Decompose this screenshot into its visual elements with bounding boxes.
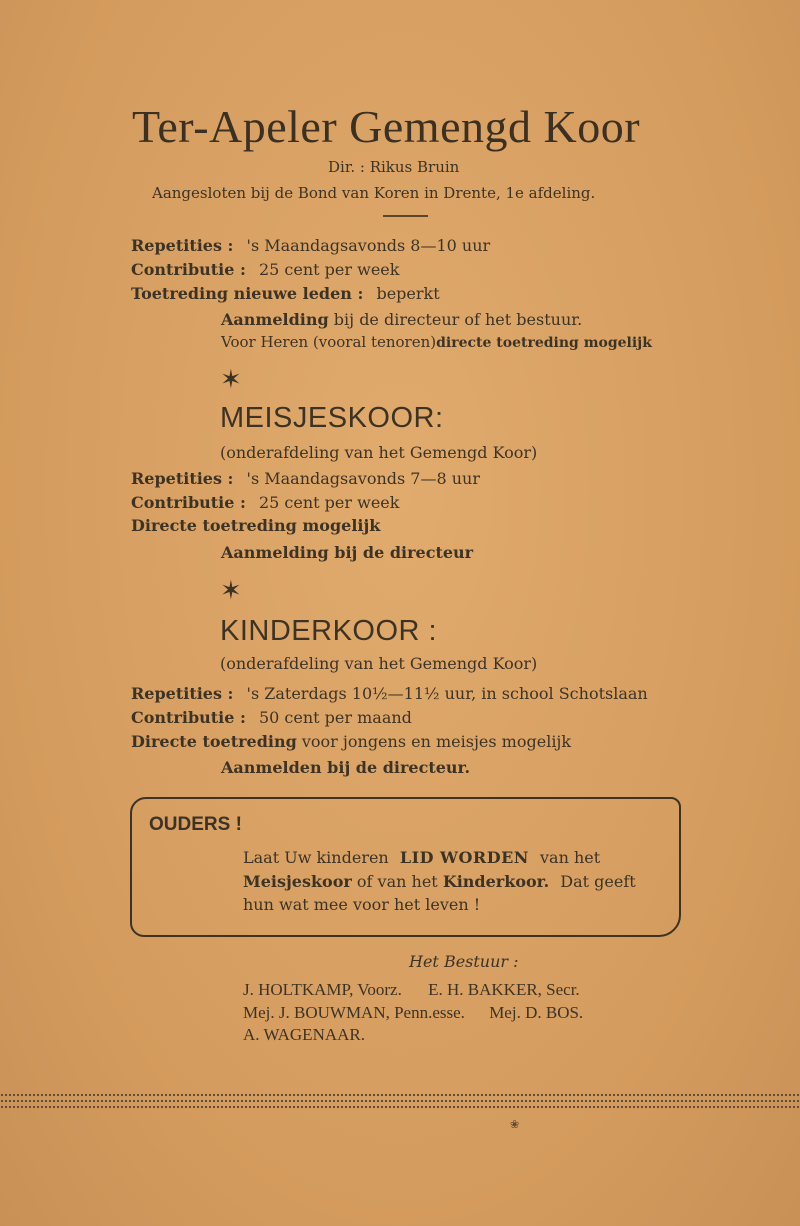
bestuur-row-3: A. WAGENAAR.	[243, 1025, 365, 1044]
star-separator: ✶	[220, 365, 242, 395]
member: J. HOLTKAMP, Voorz.	[243, 980, 402, 999]
bestuur-row-1	[243, 980, 580, 1000]
dotted-rule	[0, 1099, 800, 1103]
text: van het	[540, 848, 601, 867]
page-title: Ter-Apeler Gemengd Koor	[132, 101, 641, 152]
member: Mej. D. BOS.	[489, 1003, 584, 1022]
kinderkoor-repetities	[131, 684, 648, 703]
value: 25 cent per week	[258, 493, 400, 512]
label: Directe toetreding	[131, 732, 297, 751]
page-mark-icon: ❀	[510, 1118, 520, 1131]
member: Mej. J. BOUWMAN, Penn.esse.	[243, 1003, 465, 1022]
emphasis: LID WORDEN	[399, 848, 529, 867]
kinderkoor-aanmelden: Aanmelden bij de directeur.	[221, 758, 471, 777]
value: bij de directeur of het bestuur.	[333, 310, 583, 329]
label: Repetities :	[131, 469, 234, 488]
member: E. H. BAKKER, Secr.	[428, 980, 580, 999]
star-separator: ✶	[220, 576, 242, 606]
value: 25 cent per week	[258, 260, 400, 279]
ouders-heading: OUDERS !	[149, 814, 242, 835]
kinderkoor-heading: KINDERKOOR :	[220, 615, 438, 647]
value: voor jongens en meisjes mogelijk	[301, 732, 572, 751]
meisjeskoor-direct: Directe toetreding mogelijk	[131, 516, 381, 535]
label: Aanmelding	[221, 310, 329, 329]
dotted-rule	[0, 1105, 800, 1109]
value: 's Zaterdags 10½—11½ uur, in school Schotslaan	[246, 684, 648, 703]
director-line: Dir. : Rikus Bruin	[328, 158, 460, 176]
value: 's Maandagsavonds 8—10 uur	[246, 236, 491, 255]
gemengd-heren	[221, 333, 652, 351]
label: directe toetreding mogelijk	[436, 335, 652, 351]
gemengd-toetreding	[131, 284, 440, 303]
label: Repetities :	[131, 684, 234, 703]
gemengd-contributie	[131, 260, 399, 279]
text: Dat geeft	[560, 872, 636, 891]
label: Toetreding nieuwe leden :	[131, 284, 364, 303]
meisjeskoor-sub: (onderafdeling van het Gemengd Koor)	[220, 443, 538, 462]
emphasis: Meisjeskoor	[243, 872, 352, 891]
meisjeskoor-contributie	[131, 493, 399, 512]
divider-rule	[383, 215, 428, 217]
label: Repetities :	[131, 236, 234, 255]
kinderkoor-direct	[131, 732, 571, 751]
value: 50 cent per maand	[258, 708, 412, 727]
text: of van het	[356, 872, 438, 891]
kinderkoor-contributie	[131, 708, 412, 727]
gemengd-aanmelding	[221, 310, 582, 329]
meisjeskoor-repetities	[131, 469, 480, 488]
label: Contributie :	[131, 493, 246, 512]
bestuur-row-2	[243, 1003, 583, 1023]
value: beperkt	[376, 284, 440, 303]
value: Voor Heren (vooral tenoren)	[221, 333, 437, 351]
label: Contributie :	[131, 260, 246, 279]
bestuur-heading: Het Bestuur :	[409, 952, 519, 971]
value: 's Maandagsavonds 7—8 uur	[246, 469, 480, 488]
ouders-line-1	[243, 848, 600, 867]
gemengd-repetities	[131, 236, 490, 255]
emphasis: Kinderkoor.	[442, 872, 550, 891]
affiliation-line: Aangesloten bij de Bond van Koren in Drente, 1e afdeling.	[152, 184, 596, 202]
meisjeskoor-aanmelding: Aanmelding bij de directeur	[221, 543, 474, 562]
text: Laat Uw kinderen	[243, 848, 389, 867]
label: Contributie :	[131, 708, 246, 727]
meisjeskoor-heading: MEISJESKOOR:	[220, 402, 444, 434]
ouders-line-3: hun wat mee voor het leven !	[243, 895, 481, 914]
dotted-rule	[0, 1093, 800, 1097]
kinderkoor-sub: (onderafdeling van het Gemengd Koor)	[220, 654, 538, 673]
ouders-line-2	[243, 872, 636, 891]
